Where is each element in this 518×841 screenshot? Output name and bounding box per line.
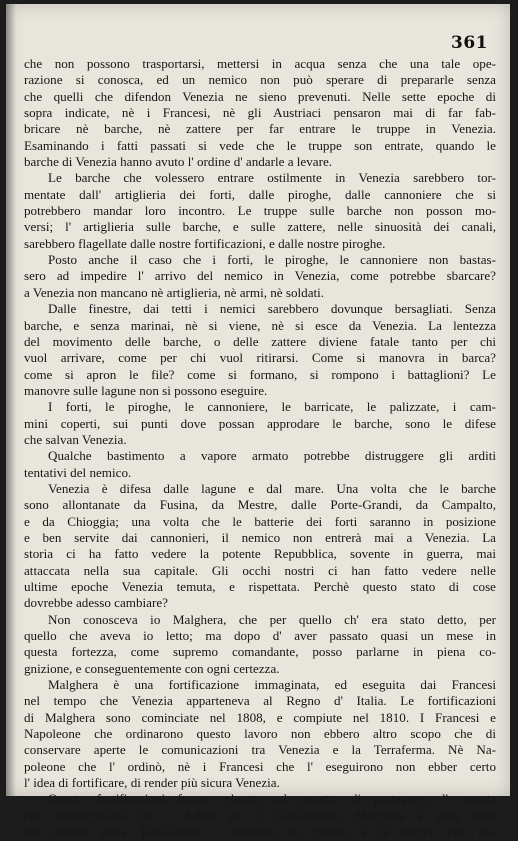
text-line: l' idea di fortificare, di render più sicura Venezia. [24,775,280,791]
book-page [6,4,510,840]
text-line: Non conosceva io Malghera, che per quello ch' era stato detto, per [48,611,496,627]
text-line: del movimento delle barche, o delle zattere diviene fatale tanto per chi [24,333,496,349]
text-line: Malghera è una fortificazione immaginata, ed eseguita dai Francesi [48,677,496,693]
text-line: barche, e senza marinai, nè si viene, nè si esce da Venezia. La lentezza [24,317,496,333]
text-line: tentativi del nemico. [24,464,132,480]
text-line: Dalle finestre, dai tetti i nemici sarebbero dovunque bersagliati. Senza [48,301,496,317]
text-line: manovre sulle lagune non si possono eseguire. [24,382,268,398]
text-line: per ritirare dalla Terra-ferma i materiali di guerra, e le truppe che po- [24,824,496,840]
text-line: questa fortezza, come supremo comandante, posso parlarne in piena co- [24,644,496,660]
text-line: sopra indicate, nè i Francesi, nè gli Austriaci pensaron mai di far fab- [24,105,496,121]
text-line: Venezia è difesa dalle lagune e dal mare. Una volta che le barche [48,480,496,496]
text-line: versi; l' artiglieria sulle barche, e sulle zattere, nelle sinuosità dei canali, [24,219,496,235]
text-line: mentate dall' artiglieria dei forti, dalle piroghe, dalle cannoniere che si [24,186,496,202]
text-line: sono allontanate da Fusina, da Mestre, dalle Porte-Grandi, da Campalto, [24,497,496,513]
text-line: ultime epoche Venezia temuta, e rispettata. Perchè questo stato di cose [24,579,496,594]
text-line: barche di Venezia hanno avuto l' ordine d' andarle a levare. [24,154,333,170]
text-line: che salvan Venezia. [24,431,127,447]
text-line: come si apron le file? come si formano, si rompono i battaglioni? Le [24,366,496,382]
text-line: nel tempo che Venezia apparteneva al Regno d' Italia. Le fortificazioni [24,693,496,709]
text-line: potrebbero mandar loro incontro. Le truppe sulle barche non posson mo- [24,203,496,219]
text-line: Queste fortificazioni furono elevate ad oggetto di proteggere l' armata [48,791,496,807]
text-line: conservare aperte le comunicazioni tra Venezia e la Terraferma. Nè Na- [24,742,496,758]
page-gutter-shadow [6,4,16,796]
text-line: vuol arrivare, come per chi vuol ritirarsi. Come si manovra in barca? [24,350,496,366]
text-line: Posto anche il caso che i forti, le piroghe, le cannoniere non bastas- [48,252,496,268]
text-line: attaccata nella sua capitale. Gli occhi nostri ci han fatto vedere nelle [24,562,496,578]
text-line: Le barche che volessero entrare ostilmente in Venezia sarebbero tor- [48,170,496,186]
text-line: a Venezia non mancano nè artiglieria, nè armi, nè soldati. [24,284,325,300]
text-line: Esaminando i fatti passati si vede che le truppe son entrate, quando le [24,137,496,153]
text-line: che non possono trasportarsi, mettersi in acqua senza che una tale ope- [24,56,496,71]
text-line: I forti, le piroghe, le cannoniere, le barricate, le palizzate, i cam- [48,399,496,415]
text-line: gnizione, e conseguentemente con ogni certezza. [24,660,280,676]
text-line: storia ci ha fatto vedere la potente Repubblica, sovente in guerra, mai [24,546,496,562]
body-text [24,56,496,841]
text-line: quello che aveva io letto; ma dopo d' aver passato quasi un mese in [24,628,496,644]
text-line: che quelli che difendon Venezia ne sieno prevenuti. Nelle sette epoche di [24,88,496,104]
text-line: sero ad impedire l' arrivo del nemico in Venezia, come potrebbe sbarcare? [24,268,496,284]
text-line: poleone che l' ordinò, nè i Francesi che l' eseguirono non ebber certo [24,758,496,774]
text-line: sarebbero flagellate dalle nostre fortificazioni, e dalle nostre piroghe. [24,235,386,251]
text-line: e da Chioggia; una volta che le batterie dei forti saranno in posizione [24,513,496,529]
text-line: Napoleone che ordinarono questo lavoro non ebbero altro scopo che di [24,726,496,742]
text-line: dovrebbe adesso cambiare? [24,595,168,611]
page-number: 361 [451,33,488,53]
text-line: bricare nè barche, nè zattere per far entrare le truppe in Venezia. [24,121,496,137]
text-line: di Malghera sono cominciate nel 1808, e compiute nel 1810. I Francesi e [24,709,496,725]
text-line: Qualche bastimento a vapore armato potrebbe distruggere gli arditi [48,448,496,464]
text-line: razione si conosca, ed un nemico non può sperare di prepararle senza [24,72,496,88]
text-line: mini coperti, sui punti dove possan approdare le barche, sono le difese [24,415,496,431]
text-line: che guerreggiasse tra l' Adige ed il Tagliamento. Malghera è stata fatta [24,807,496,823]
text-line: e ben servite dai cannonieri, il nemico non entrerà mai a Venezia. La [24,529,496,545]
